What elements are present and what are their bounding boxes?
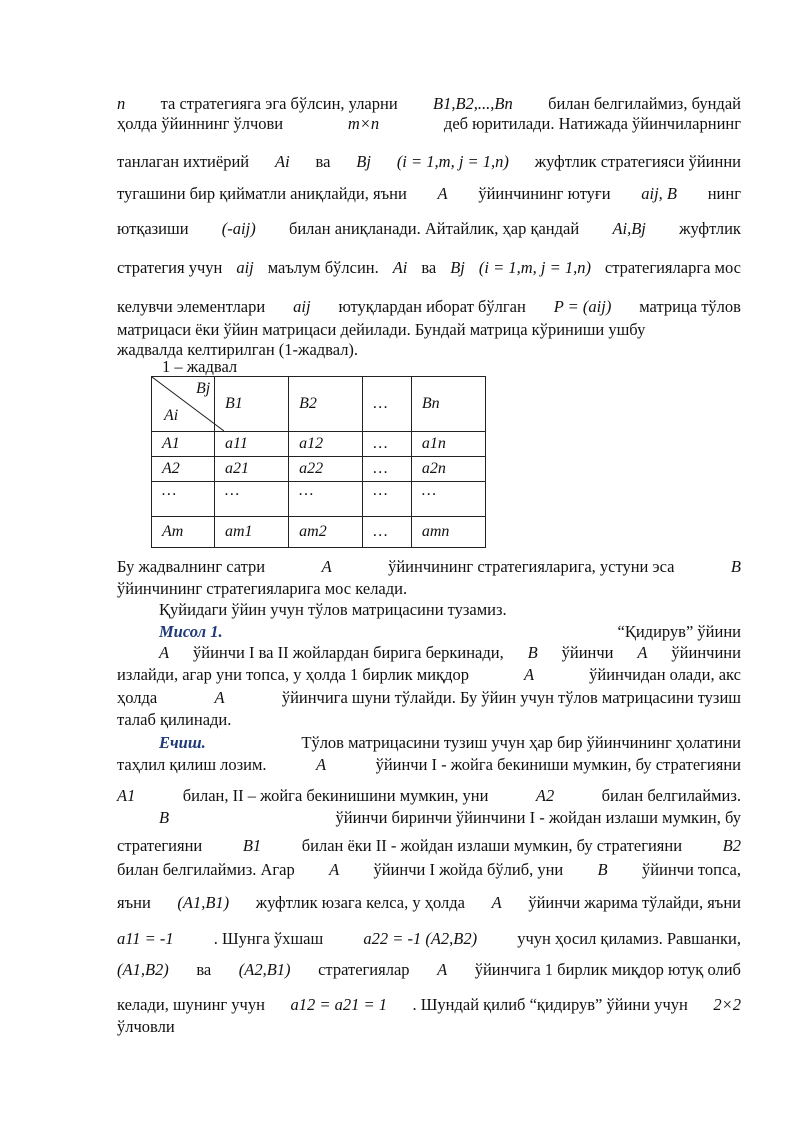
table-cell: … — [289, 482, 363, 517]
math-expression: A — [524, 665, 535, 684]
text-run: ўйинчи I - жойга бекиниши мумкин, бу стратегияни — [375, 755, 741, 774]
math-expression: A — [437, 960, 448, 979]
text-line — [159, 808, 741, 828]
text-run: Мисол 1. — [159, 622, 223, 641]
text-run: ютқазиши — [117, 219, 189, 238]
text-run: Бу жадвалнинг сатри — [117, 557, 266, 576]
table-cell: … — [411, 482, 485, 517]
table-cell: … — [215, 482, 289, 517]
text-run: билан аниқланади. Айтайлик, ҳар қандай — [288, 219, 580, 238]
corner-bottom-label: Ai — [164, 407, 179, 424]
math-expression: B — [527, 643, 538, 662]
text-line — [117, 114, 741, 134]
text-run: ўйинчи топса, — [641, 860, 741, 879]
table-corner-cell — [152, 377, 215, 432]
math-expression: B1,B2,...,Bn — [433, 94, 513, 113]
header-cell: B1 — [215, 377, 289, 432]
math-expression: (i = 1,m, j = 1,n) — [396, 152, 509, 171]
text-run: яъни — [117, 893, 151, 912]
math-expression: A — [316, 755, 327, 774]
text-run: ўйинчининг стратегияларига, устуни эса — [388, 557, 675, 576]
math-expression: A2 — [535, 786, 555, 805]
math-expression: (A2,B1) — [238, 960, 291, 979]
text-line — [159, 600, 741, 620]
math-expression: a11 = -1 — [117, 929, 174, 948]
text-run: ўлчовли — [117, 1017, 175, 1036]
corner-top-label: Bj — [196, 380, 211, 397]
math-expression: A — [437, 184, 448, 203]
text-run: талаб қилинади. — [117, 710, 232, 729]
text-run: ва — [315, 152, 331, 171]
text-line — [117, 860, 741, 880]
text-run: маълум бўлсин. — [267, 258, 379, 277]
text-run: ўйинчи I жойда бўлиб, уни — [373, 860, 564, 879]
text-run: ўйинчи — [561, 643, 614, 662]
math-expression: aij, B — [641, 184, 677, 203]
text-run: жуфтлик — [679, 219, 741, 238]
text-line — [117, 320, 741, 340]
text-run: билан ёки II - жойдан излаши мумкин, бу стратегияни — [301, 836, 683, 855]
text-line — [117, 995, 741, 1015]
table-cell: … — [363, 457, 412, 482]
text-run: билан, II – жойга бекинишини мумкин, уни — [182, 786, 489, 805]
math-expression: A — [321, 557, 332, 576]
math-expression: aij — [236, 258, 254, 277]
text-run: ўйинчидан олади, акс — [589, 665, 741, 684]
text-run: билан белгилаймиз. Агар — [117, 860, 295, 879]
table-cell: … — [363, 432, 412, 457]
table-cell: a1n — [411, 432, 485, 457]
table-cell: a22 — [289, 457, 363, 482]
table-cell: A1 — [152, 432, 215, 457]
text-line — [117, 579, 741, 599]
text-line — [117, 297, 741, 317]
math-expression: B — [597, 860, 608, 879]
text-run: ўйинчига шуни тўлайди. Бу ўйин учун тўлов матрицасини тузиш — [281, 688, 741, 707]
corner-diagonal — [152, 377, 224, 431]
math-expression: B — [159, 808, 170, 827]
table-cell: A2 — [152, 457, 215, 482]
text-line — [159, 622, 741, 642]
math-expression: Ai — [274, 152, 290, 171]
math-expression: 2×2 — [713, 995, 741, 1014]
math-expression: A — [159, 643, 170, 662]
text-run: учун ҳосил қиламиз. Равшанки, — [517, 929, 741, 948]
math-expression: (i = 1,m, j = 1,n) — [478, 258, 591, 277]
text-run: Тўлов матрицасини тузиш учун ҳар бир ўйинчининг ҳолатини — [301, 733, 741, 752]
math-expression: a22 = -1 (A2,B2) — [363, 929, 478, 948]
math-expression: A — [329, 860, 340, 879]
header-cell: … — [363, 377, 412, 432]
table-cell: a21 — [215, 457, 289, 482]
table-cell: … — [152, 482, 215, 517]
text-run: ва — [196, 960, 212, 979]
text-run: матрицаси ёки ўйин матрицаси дейилади. Бундай матрица кўриниши ушбу — [117, 320, 646, 339]
text-run: та стратегияга эга бўлсин, уларни — [160, 94, 398, 113]
math-expression: m×n — [347, 114, 380, 133]
text-run: . Шундай қилиб “қидирув” ўйини учун — [412, 995, 688, 1014]
math-expression: aij — [293, 297, 311, 316]
math-expression: (A1,B2) — [117, 960, 169, 979]
text-run: стратегия учун — [117, 258, 223, 277]
text-run: матрица тўлов — [639, 297, 741, 316]
text-line — [117, 960, 741, 980]
text-run: таҳлил қилиш лозим. — [117, 755, 267, 774]
math-expression: B — [730, 557, 741, 576]
math-expression: A — [214, 688, 225, 707]
text-line — [117, 340, 741, 360]
table-cell: amn — [411, 517, 485, 548]
text-run: жуфтлик стратегияси ўйинни — [534, 152, 741, 171]
table-cell: Am — [152, 517, 215, 548]
text-run: ҳолда ўйиннинг ўлчови — [117, 114, 284, 133]
text-run: келувчи элементлари — [117, 297, 266, 316]
math-expression: A1 — [117, 786, 136, 805]
text-line — [117, 836, 741, 856]
table-cell: am2 — [289, 517, 363, 548]
text-line — [159, 643, 741, 663]
payoff-table — [151, 376, 486, 548]
text-run: ўйинчи биринчи ўйинчини I - жойдан излаши мумкин, бу — [335, 808, 741, 827]
text-line — [117, 184, 741, 204]
text-run: жадвалда келтирилган (1-жадвал). — [117, 340, 359, 359]
table-cell: … — [363, 482, 412, 517]
table-caption: 1 – жадвал — [162, 357, 238, 376]
math-expression: Bj — [450, 258, 465, 277]
math-expression: A — [637, 643, 648, 662]
math-expression: (A1,B1) — [177, 893, 230, 912]
text-run: стратегияларга мос — [604, 258, 741, 277]
text-run: тугашини бир қийматли аниқлайди, яъни — [117, 184, 407, 203]
text-run: ҳолда — [117, 688, 158, 707]
text-line — [117, 893, 741, 913]
math-expression: B1 — [242, 836, 262, 855]
math-expression: Ai — [392, 258, 408, 277]
text-run: стратегияни — [117, 836, 203, 855]
math-expression: P = (aij) — [553, 297, 612, 316]
header-cell: Bn — [411, 377, 485, 432]
math-expression: a12 = a21 = 1 — [290, 995, 387, 1014]
text-run: деб юритилади. Натижада ўйинчиларнинг — [443, 114, 741, 133]
text-line — [117, 929, 741, 949]
text-line — [159, 733, 741, 753]
math-expression: B2 — [722, 836, 741, 855]
math-expression: (-aij) — [221, 219, 256, 238]
text-run: стратегиялар — [318, 960, 410, 979]
text-run: излайди, агар уни топса, у ҳолда 1 бирлик миқдор — [117, 665, 469, 684]
text-run: танлаган ихтиёрий — [117, 152, 250, 171]
header-cell: B2 — [289, 377, 363, 432]
table-cell: … — [363, 517, 412, 548]
text-line — [117, 688, 741, 708]
math-expression: n — [117, 94, 126, 113]
text-run: келади, шунинг учун — [117, 995, 265, 1014]
text-run: Қуйидаги ўйин учун тўлов матрицасини тузамиз. — [159, 600, 507, 619]
text-run: нинг — [707, 184, 741, 203]
text-line — [117, 94, 741, 114]
math-expression: Bj — [356, 152, 371, 171]
text-run: ўйинчининг ютуғи — [478, 184, 611, 203]
text-run: жуфтлик юзага келса, у ҳолда — [255, 893, 465, 912]
text-line — [117, 755, 741, 775]
math-expression: A — [491, 893, 502, 912]
text-line — [117, 152, 741, 172]
text-line — [117, 258, 741, 278]
text-line — [117, 219, 741, 239]
text-run: ўйинчининг стратегияларига мос келади. — [117, 579, 408, 598]
text-run: ўйинчини — [671, 643, 741, 662]
table-cell: am1 — [215, 517, 289, 548]
text-run: “Қидирув” ўйини — [617, 622, 741, 641]
text-run: ўйинчига 1 бирлик миқдор ютуқ олиб — [474, 960, 741, 979]
math-expression: Ai,Bj — [612, 219, 646, 238]
text-line — [117, 710, 741, 730]
text-run: Ечиш. — [159, 733, 206, 752]
text-line — [117, 665, 741, 685]
table-cell: a2n — [411, 457, 485, 482]
text-run: билан белгилаймиз, бундай — [548, 94, 741, 113]
text-line — [117, 786, 741, 806]
table-cell: a12 — [289, 432, 363, 457]
text-line — [117, 1017, 741, 1037]
text-run: билан белгилаймиз. — [601, 786, 741, 805]
text-run: ўйинчи жарима тўлайди, яъни — [528, 893, 741, 912]
text-run: ўйинчи I ва II жойлардан бирига беркинади, — [193, 643, 504, 662]
text-run: ва — [421, 258, 437, 277]
text-run: . Шунга ўхшаш — [213, 929, 324, 948]
text-run: ютуқлардан иборат бўлган — [338, 297, 526, 316]
text-line — [117, 557, 741, 577]
table-cell: a11 — [215, 432, 289, 457]
